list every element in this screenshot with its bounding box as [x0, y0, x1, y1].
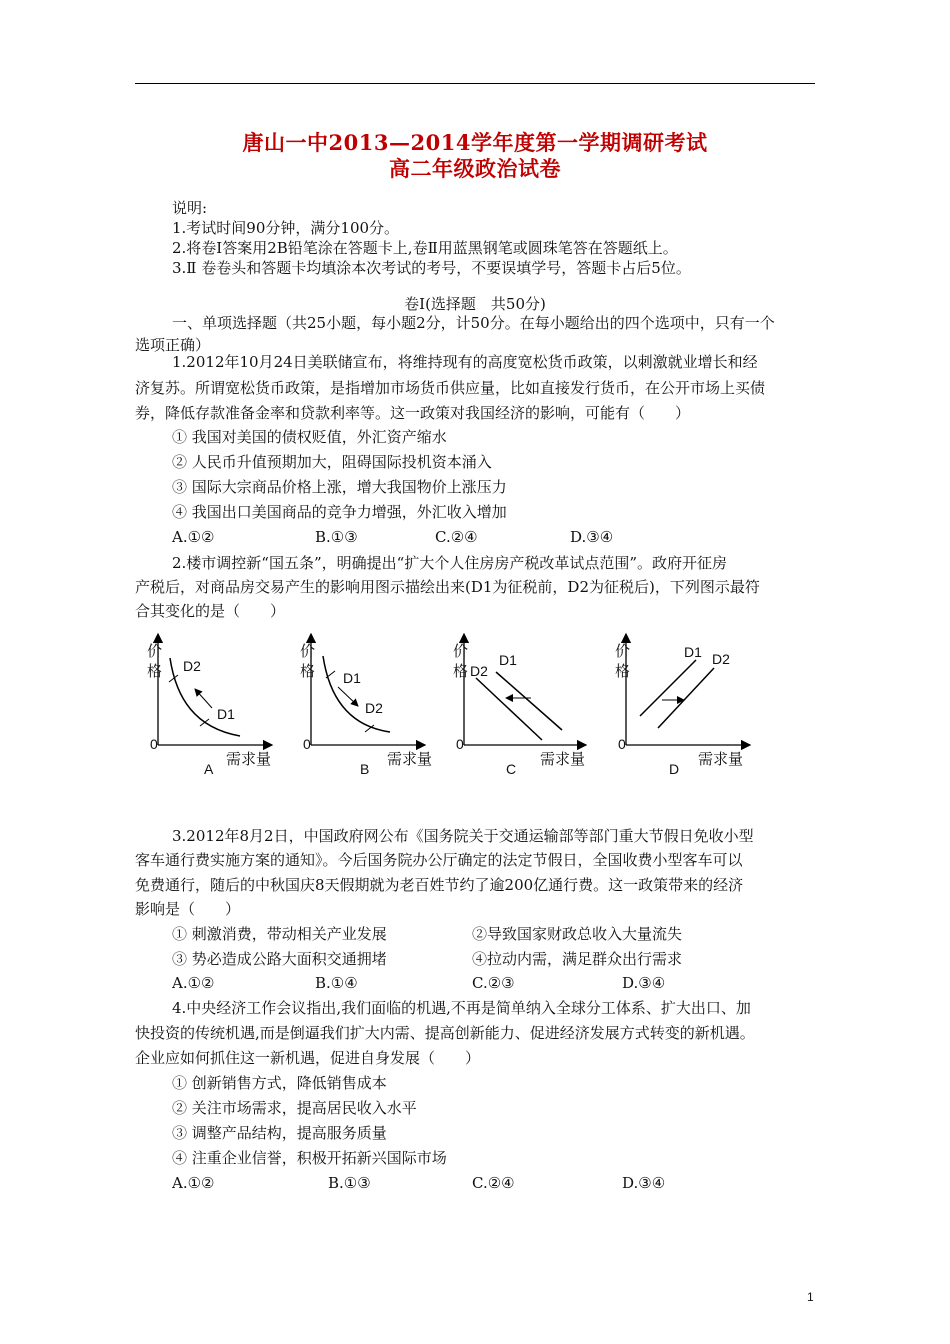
q3-stem: 3.2012年8月2日，中国政府网公布《国务院关于交通运输部等部门重大节假日免收小型 — [172, 827, 754, 845]
figure-b — [293, 628, 433, 778]
section-intro-cont: 选项正确） — [135, 336, 211, 354]
q3-option-b: B.①④ — [315, 974, 358, 992]
d2-label: D2 — [470, 663, 488, 679]
q3-statement-4: ④拉动内需，满足群众出行需求 — [472, 950, 683, 968]
q1-option-a: A.①② — [172, 528, 215, 546]
q3-stem-3: 免费通行，随后的中秋国庆8天假期就为老百姓节约了逾200亿通行费。这一政策带来的经济 — [135, 876, 744, 894]
q4-option-c: C.②④ — [472, 1174, 515, 1192]
figure-c — [446, 628, 586, 778]
q1-statement-3: ③ 国际大宗商品价格上涨，增大我国物价上涨压力 — [172, 478, 507, 496]
notes-heading: 说明: — [172, 199, 208, 217]
x-axis-label: 需求量 — [698, 750, 744, 768]
x-axis-label: 需求量 — [387, 750, 433, 768]
d2-label: D2 — [183, 658, 201, 674]
d2-label: D2 — [712, 651, 730, 667]
d1-line — [640, 660, 696, 716]
origin-label: 0 — [618, 736, 626, 752]
q4-option-b: B.①③ — [328, 1174, 371, 1192]
section-title: 卷Ⅰ(选择题 共50分) — [404, 295, 546, 313]
q1-option-b: B.①③ — [315, 528, 358, 546]
demand-curve — [170, 658, 240, 736]
figure-a — [140, 628, 280, 778]
q1-stem: 1.2012年10月24日美联储宣布，将维持现有的高度宽松货币政策，以刺激就业增长和经 — [172, 353, 758, 371]
header-rule — [135, 83, 815, 84]
section-intro: 一、单项选择题（共25小题，每小题2分，计50分。在每小题给出的四个选项中，只有一个 — [172, 314, 775, 332]
d1-label: D1 — [343, 670, 361, 686]
q4-statement-3: ③ 调整产品结构，提高服务质量 — [172, 1124, 387, 1142]
d2-label: D2 — [365, 700, 383, 716]
origin-label: 0 — [150, 736, 158, 752]
d2-line — [476, 678, 542, 740]
q3-option-a: A.①② — [172, 974, 215, 992]
q1-statement-1: ① 我国对美国的债权贬值，外汇资产缩水 — [172, 428, 447, 446]
note-3: 3.Ⅱ 卷卷头和答题卡均填涂本次考试的考号，不要误填学号，答题卡占后5位。 — [172, 259, 691, 277]
x-axis-label: 需求量 — [540, 750, 586, 768]
q4-option-d: D.③④ — [622, 1174, 666, 1192]
q2-stem: 2.楼市调控新“国五条”，明确提出“扩大个人住房房产税改革试点范围”。政府开征房 — [172, 554, 727, 572]
q4-statement-4: ④ 注重企业信誉，积极开拓新兴国际市场 — [172, 1149, 447, 1167]
q4-statement-1: ① 创新销售方式，降低销售成本 — [172, 1074, 387, 1092]
q1-option-c: C.②④ — [435, 528, 478, 546]
q3-option-d: D.③④ — [622, 974, 666, 992]
q2-stem-2: 产税后，对商品房交易产生的影响用图示描绘出来(D1为征税前，D2为征税后)，下列图示最符 — [135, 578, 760, 596]
figure-d — [608, 628, 748, 778]
d2-line — [658, 668, 714, 728]
origin-label: 0 — [303, 736, 311, 752]
d1-label: D1 — [684, 644, 702, 660]
q4-statement-2: ② 关注市场需求，提高居民收入水平 — [172, 1099, 417, 1117]
q1-statement-2: ② 人民币升值预期加大，阻碍国际投机资本涌入 — [172, 453, 492, 471]
figure-caption: C — [506, 761, 517, 777]
figure-caption: A — [204, 761, 214, 777]
figure-caption: D — [669, 761, 680, 777]
q3-stem-2: 客车通行费实施方案的通知》。今后国务院办公厅确定的法定节假日，全国收费小型客车可以 — [135, 851, 743, 869]
origin-label: 0 — [456, 736, 464, 752]
d1-label: D1 — [217, 706, 235, 722]
q4-stem: 4.中央经济工作会议指出,我们面临的机遇,不再是简单纳入全球分工体系、扩大出口、加 — [172, 999, 751, 1017]
q3-statement-1: ① 刺激消费，带动相关产业发展 — [172, 925, 387, 943]
q1-stem-3: 券，降低存款准备金率和贷款利率等。这一政策对我国经济的影响，可能有（ ） — [135, 404, 691, 422]
note-1: 1.考试时间90分钟，满分100分。 — [172, 219, 400, 237]
y-axis-label: 价格 — [147, 642, 163, 680]
d1-line — [496, 672, 562, 730]
q3-stem-4: 影响是（ ） — [135, 900, 241, 918]
x-axis-label: 需求量 — [226, 750, 272, 768]
q1-option-d: D.③④ — [570, 528, 614, 546]
q3-option-c: C.②③ — [472, 974, 515, 992]
d1-label: D1 — [499, 652, 517, 668]
demand-curve — [323, 656, 390, 732]
shift-arrow — [195, 689, 212, 708]
q3-statement-3: ③ 势必造成公路大面积交通拥堵 — [172, 950, 387, 968]
q4-option-a: A.①② — [172, 1174, 215, 1192]
y-axis-label: 价格 — [453, 642, 469, 680]
q1-statement-4: ④ 我国出口美国商品的竞争力增强，外汇收入增加 — [172, 503, 507, 521]
note-2: 2.将卷Ⅰ答案用2B铅笔涂在答题卡上,卷Ⅱ用蓝黑钢笔或圆珠笔答在答题纸上。 — [172, 239, 678, 257]
y-axis-label: 价格 — [300, 642, 316, 680]
page-number: 1 — [807, 1290, 814, 1304]
q4-stem-3: 企业应如何抓住这一新机遇，促进自身发展（ ） — [135, 1049, 481, 1067]
q4-stem-2: 快投资的传统机遇,而是倒逼我们扩大内需、提高创新能力、促进经济发展方式转变的新机遇。 — [135, 1024, 755, 1042]
q2-stem-3: 合其变化的是（ ） — [135, 602, 286, 620]
q1-stem-2: 济复苏。所谓宽松货币政策，是指增加市场货币供应量，比如直接发行货币，在公开市场上买债 — [135, 379, 766, 397]
y-axis-label: 价格 — [615, 642, 631, 680]
q3-statement-2: ②导致国家财政总收入大量流失 — [472, 925, 683, 943]
figure-caption: B — [360, 761, 370, 777]
exam-title: 唐山一中2013—2014学年度第一学期调研考试 — [242, 130, 708, 155]
exam-subtitle: 高二年级政治试卷 — [389, 156, 561, 181]
